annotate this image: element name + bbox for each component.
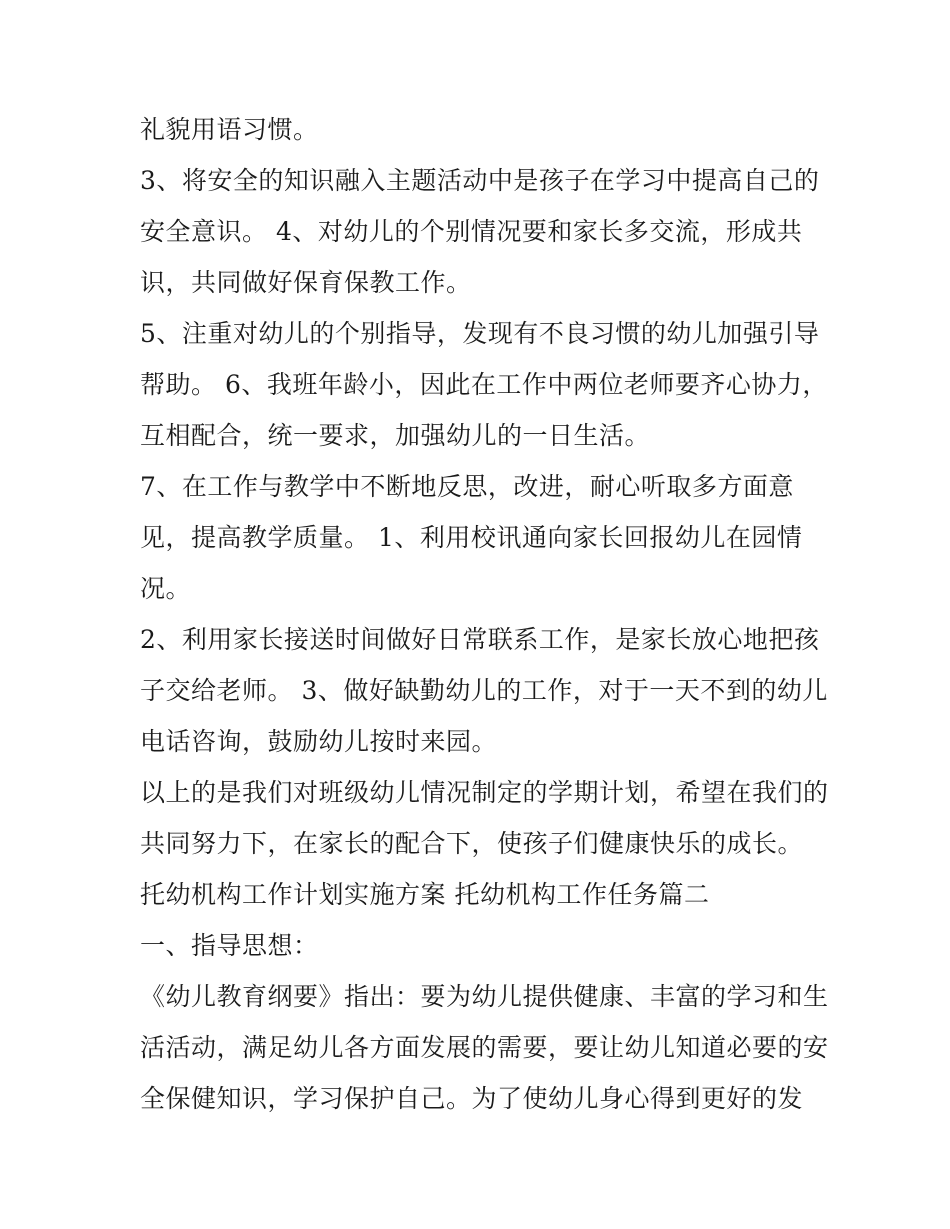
text-line: 电话咨询，鼓励幼儿按时来园。	[140, 727, 498, 756]
text-line: 况。	[140, 574, 192, 603]
text-line: 互相配合，统一要求，加强幼儿的一日生活。	[140, 421, 651, 450]
document-body	[140, 104, 830, 1124]
text-line: 《幼儿教育纲要》指出：要为幼儿提供健康、丰富的学习和生	[140, 982, 829, 1011]
text-line: 共同努力下，在家长的配合下，使孩子们健康快乐的成长。	[140, 829, 804, 858]
text-line: 礼貌用语习惯。	[140, 115, 319, 144]
text-line: 活活动，满足幼儿各方面发展的需要，要让幼儿知道必要的安	[140, 1033, 829, 1062]
subsection-heading: 一、指导思想：	[140, 931, 319, 960]
text-line: 7、在工作与教学中不断地反思，改进，耐心听取多方面意	[140, 472, 794, 501]
text-line: 安全意识。 4、对幼儿的个别情况要和家长多交流，形成共	[140, 217, 803, 246]
text-line: 以上的是我们对班级幼儿情况制定的学期计划，希望在我们的	[140, 778, 829, 807]
text-line: 全保健知识，学习保护自己。为了使幼儿身心得到更好的发	[140, 1084, 804, 1113]
text-line: 见，提高教学质量。 1、利用校讯通向家长回报幼儿在园情	[140, 523, 803, 552]
section-heading: 托幼机构工作计划实施方案 托幼机构工作任务篇二	[140, 880, 710, 909]
text-line: 帮助。 6、我班年龄小，因此在工作中两位老师要齐心协力，	[140, 370, 828, 399]
text-line: 3、将安全的知识融入主题活动中是孩子在学习中提高自己的	[140, 166, 820, 195]
text-line: 2、利用家长接送时间做好日常联系工作，是家长放心地把孩	[140, 625, 820, 654]
text-line: 识，共同做好保育保教工作。	[140, 268, 472, 297]
text-line: 5、注重对幼儿的个别指导，发现有不良习惯的幼儿加强引导	[140, 319, 820, 348]
text-line: 子交给老师。 3、做好缺勤幼儿的工作，对于一天不到的幼儿	[140, 676, 828, 705]
